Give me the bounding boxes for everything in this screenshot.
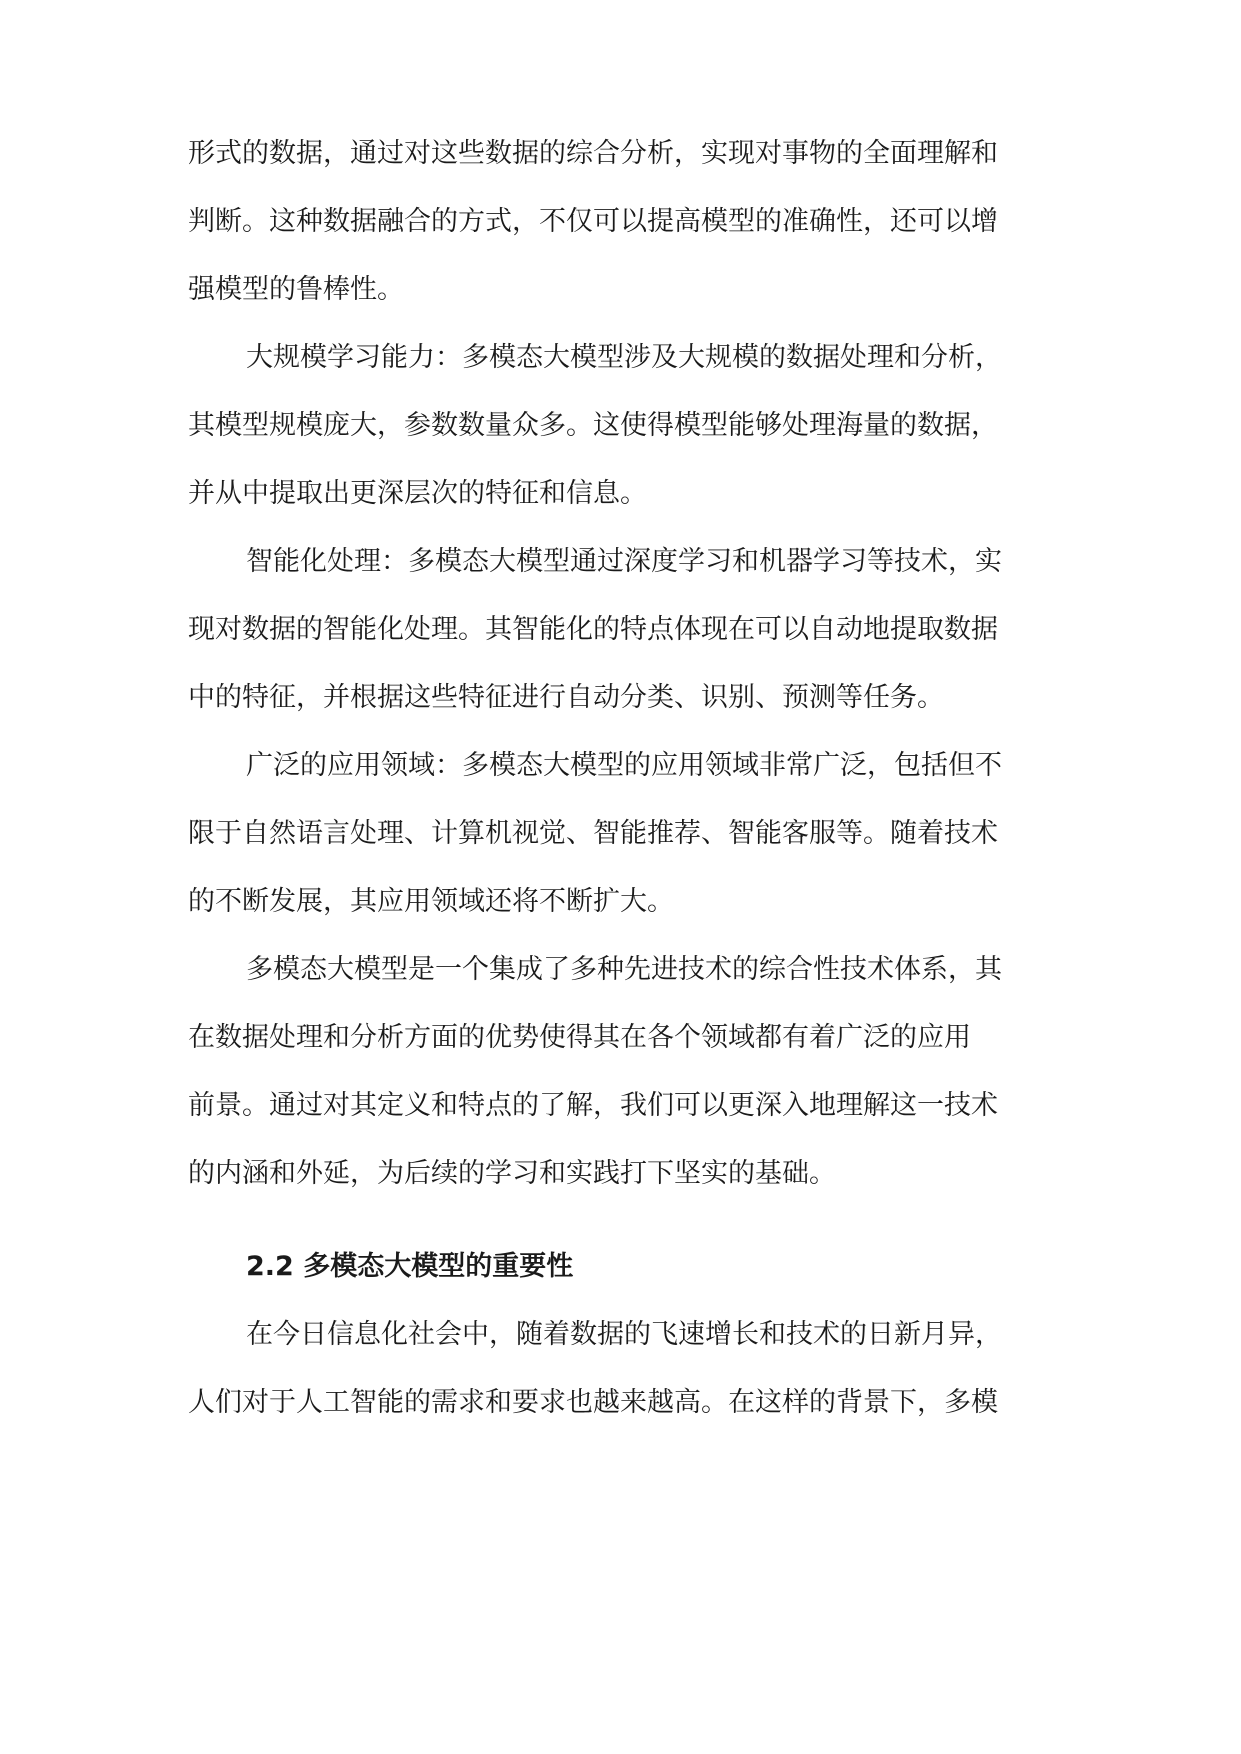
- paragraph-3-line-1: 智能化处理：多模态大模型通过深度学习和机器学习等技术，实: [246, 546, 1002, 577]
- closing-paragraph-line-2: 人们对于人工智能的需求和要求也越来越高。在这样的背景下，多模: [188, 1387, 998, 1418]
- paragraph-4-line-1: 广泛的应用领域：多模态大模型的应用领域非常广泛，包括但不: [246, 750, 1002, 781]
- paragraph-4-line-2: 限于自然语言处理、计算机视觉、智能推荐、智能客服等。随着技术: [188, 818, 998, 849]
- closing-paragraph-line-1: 在今日信息化社会中，随着数据的飞速增长和技术的日新月异，: [246, 1319, 1002, 1350]
- paragraph-1-line-2: 判断。这种数据融合的方式，不仅可以提高模型的准确性，还可以增: [188, 206, 998, 237]
- paragraph-1-line-3: 强模型的鲁棒性。: [188, 274, 404, 305]
- paragraph-2-line-2: 其模型规模庞大，参数数量众多。这使得模型能够处理海量的数据，: [188, 410, 998, 441]
- paragraph-5-line-2: 在数据处理和分析方面的优势使得其在各个领域都有着广泛的应用: [188, 1022, 971, 1053]
- paragraph-5-line-1: 多模态大模型是一个集成了多种先进技术的综合性技术体系，其: [246, 954, 1002, 985]
- paragraph-3-line-2: 现对数据的智能化处理。其智能化的特点体现在可以自动地提取数据: [188, 614, 998, 645]
- paragraph-3-line-3: 中的特征，并根据这些特征进行自动分类、识别、预测等任务。: [188, 682, 944, 713]
- paragraph-5-line-3: 前景。通过对其定义和特点的了解，我们可以更深入地理解这一技术: [188, 1090, 998, 1121]
- paragraph-1-line-1: 形式的数据，通过对这些数据的综合分析，实现对事物的全面理解和: [188, 138, 998, 169]
- paragraph-5-line-4: 的内涵和外延，为后续的学习和实践打下坚实的基础。: [188, 1158, 836, 1189]
- section-heading: 2.2 多模态大模型的重要性: [246, 1251, 574, 1282]
- paragraph-2-line-3: 并从中提取出更深层次的特征和信息。: [188, 478, 647, 509]
- paragraph-2-line-1: 大规模学习能力：多模态大模型涉及大规模的数据处理和分析，: [246, 342, 1002, 373]
- paragraph-4-line-3: 的不断发展，其应用领域还将不断扩大。: [188, 886, 674, 917]
